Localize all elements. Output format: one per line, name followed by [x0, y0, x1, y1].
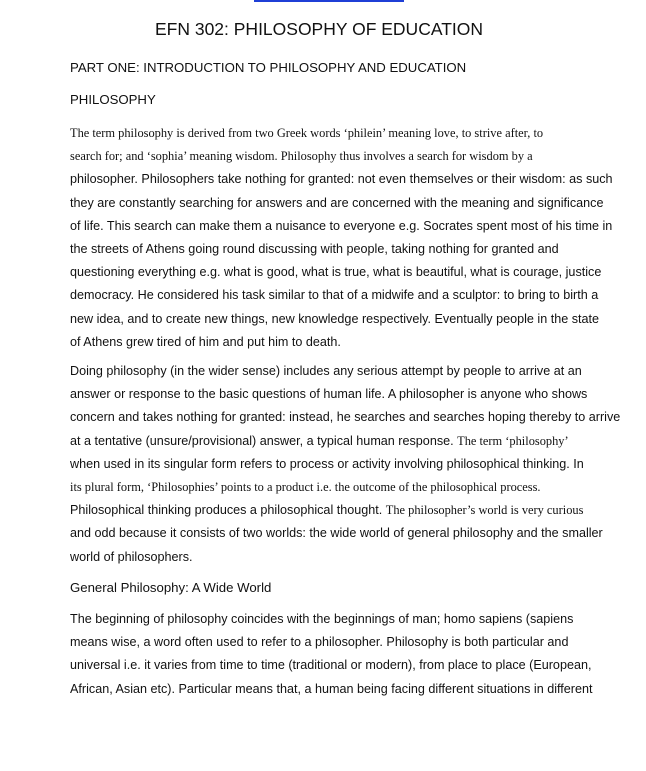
- text-line: answer or response to the basic questions of human life. A philosopher is anyone who shows: [70, 387, 588, 402]
- text-line: of life. This search can make them a nuisance to everyone e.g. Socrates spent most of his time in: [70, 218, 613, 233]
- text-line: the streets of Athens going round discussing with people, taking nothing for granted and: [70, 241, 559, 256]
- paragraph-doing-philosophy: [70, 360, 620, 569]
- text-line: and odd because it consists of two worlds: the wide world of general philosophy and the smaller: [70, 526, 603, 541]
- text-line: new idea, and to create new things, new knowledge respectively. Eventually people in the state: [70, 311, 600, 326]
- text-line: of Athens grew tired of him and put him to death.: [70, 334, 341, 349]
- text-line: The term philosophy is derived from two Greek words ‘philein’ meaning love, to strive after, to: [70, 126, 544, 140]
- text-segment: Philosophical thinking produces a philosophical thought.: [70, 503, 386, 518]
- paragraph-beginning: [70, 608, 592, 701]
- text-line: world of philosophers.: [70, 549, 193, 564]
- text-line: The beginning of philosophy coincides with the beginnings of man; homo sapiens (sapiens: [70, 612, 574, 626]
- document-title: EFN 302: PHILOSOPHY OF EDUCATION: [154, 19, 484, 39]
- text-segment: The philosopher’s world is very curious: [385, 503, 584, 518]
- text-line: [70, 499, 620, 522]
- top-link-underline: [254, 0, 404, 2]
- text-line: concern and takes nothing for granted: instead, he searches and searches hoping thereby to arrive: [70, 410, 621, 425]
- text-line: its plural form, ‘Philosophies’ points to a product i.e. the outcome of the philosophical process.: [70, 479, 541, 494]
- text-line: questioning everything e.g. what is good, what is true, what is beautiful, what is courage, justice: [70, 265, 602, 280]
- text-line: when used in its singular form refers to process or activity involving philosophical thinking. In: [70, 456, 584, 471]
- text-segment: at a tentative (unsure/provisional) answer, a typical human response.: [70, 433, 458, 448]
- text-line: search for; and ‘sophia’ meaning wisdom. Philosophy thus involves a search for wisdom by a: [70, 149, 533, 164]
- section-heading: PHILOSOPHY: [70, 92, 156, 107]
- paragraph-definition: [70, 122, 613, 354]
- part-heading: PART ONE: INTRODUCTION TO PHILOSOPHY AND EDUCATION: [70, 60, 467, 75]
- subheading-general-philosophy: General Philosophy: A Wide World: [70, 580, 272, 595]
- text-line: universal i.e. it varies from time to time (traditional or modern), from place to place (European,: [70, 658, 592, 673]
- text-line: African, Asian etc). Particular means that, a human being facing different situations in different: [70, 681, 593, 696]
- text-line: Doing philosophy (in the wider sense) includes any serious attempt by people to arrive at an: [70, 364, 582, 378]
- text-line: philosopher. Philosophers take nothing for granted: not even themselves or their wisdom: as such: [70, 172, 613, 187]
- text-line: means wise, a word often used to refer to a philosopher. Philosophy is both particular and: [70, 635, 569, 650]
- text-segment: The term ‘philosophy’: [457, 433, 569, 448]
- text-line: democracy. He considered his task similar to that of a midwife and a sculptor: to bring to birth a: [70, 288, 599, 303]
- text-line: [70, 430, 620, 453]
- text-line: they are constantly searching for answers and are concerned with the meaning and significance: [70, 195, 604, 210]
